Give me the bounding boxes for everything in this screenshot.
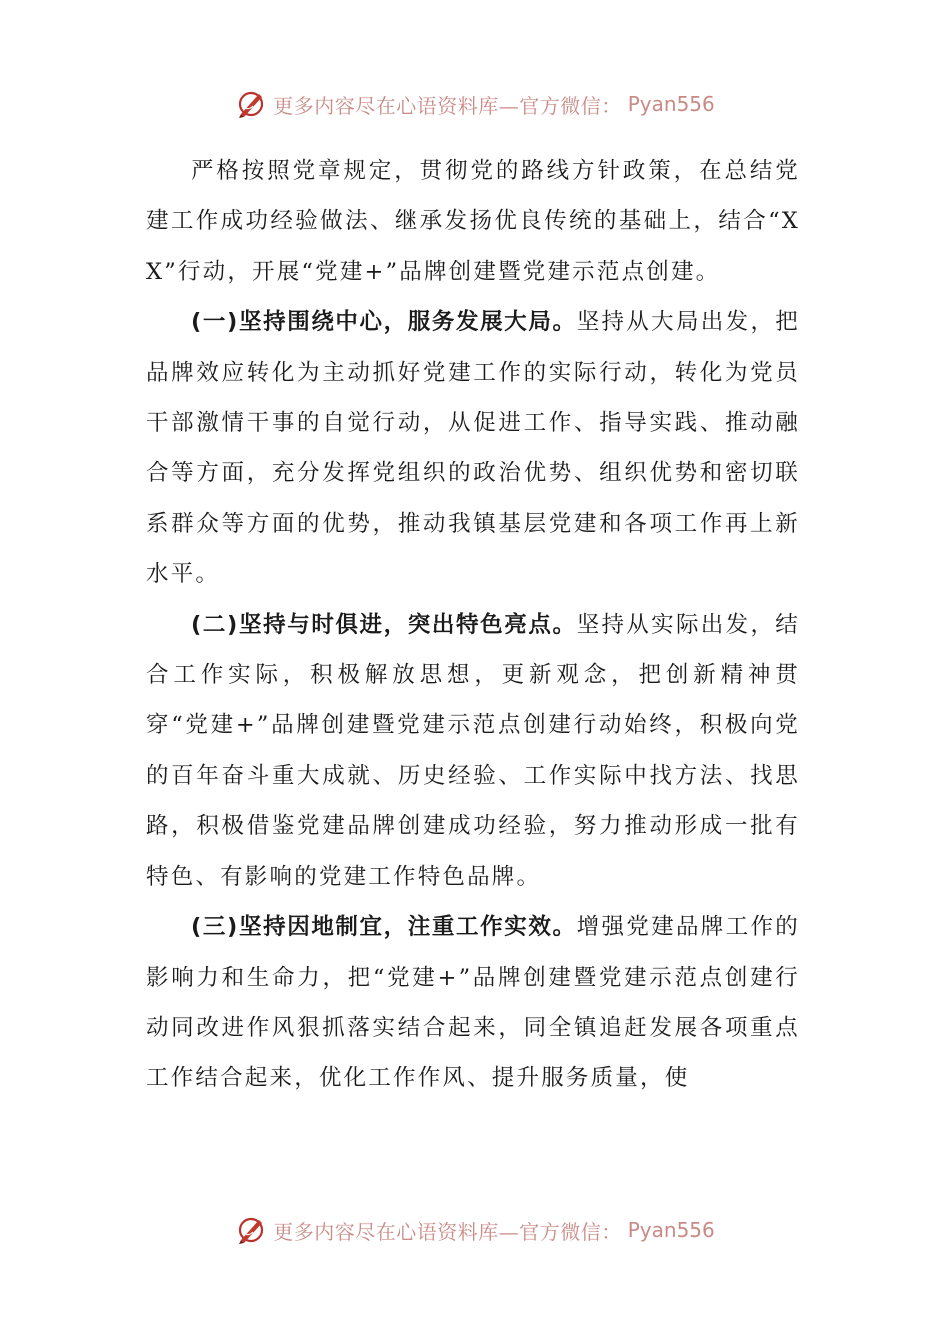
pen-logo-icon — [235, 88, 267, 120]
paragraph-text: 增强党建品牌工作的影响力和生命力，把“党建+”品牌创建暨党建示范点创建行动同改进作风狠抓落实结合起来，同全镇追赶发展各项重点工作结合起来，优化工作作风、提升服务质量，使 — [146, 914, 800, 1092]
section-heading: (二)坚持与时俱进，突出特色亮点。 — [191, 611, 577, 638]
header-watermark — [0, 84, 950, 124]
paragraph-section-2 — [146, 600, 800, 902]
paragraph-section-3 — [146, 902, 800, 1104]
document-body — [146, 146, 800, 1104]
section-heading: (一)坚持围绕中心，服务发展大局。 — [191, 309, 577, 336]
paragraph-intro — [146, 146, 800, 297]
watermark-wechat-id: Pyan556 — [627, 1218, 715, 1242]
paragraph-text: 严格按照党章规定，贯彻党的路线方针政策，在总结党建工作成功经验做法、继承发扬优良传统的基础上，结合“XX”行动，开展“党建+”品牌创建暨党建示范点创建。 — [146, 158, 800, 285]
paragraph-text: 坚持从实际出发，结合工作实际，积极解放思想，更新观念，把创新精神贯穿“党建+”品牌创建暨党建示范点创建行动始终，积极向党的百年奋斗重大成就、历史经验、工作实际中找方法、找思路，积极借鉴党建品牌创建成功经验，努力推动形成一批有特色、有影响的党建工作特色品牌。 — [146, 611, 800, 890]
watermark-text: 更多内容尽在心语资料库—官方微信： — [273, 93, 622, 118]
section-heading: (三)坚持因地制宜，注重工作实效。 — [191, 914, 577, 941]
paragraph-text: 坚持从大局出发，把品牌效应转化为主动抓好党建工作的实际行动，转化为党员干部激情干事的自觉行动，从促进工作、指导实践、推动融合等方面，充分发挥党组织的政治优势、组织优势和密切联系群众等方面的优势，推动我镇基层党建和各项工作再上新水平。 — [146, 309, 800, 588]
watermark-wechat-id: Pyan556 — [627, 92, 715, 116]
watermark-text: 更多内容尽在心语资料库—官方微信： — [273, 1219, 622, 1244]
footer-watermark — [0, 1210, 950, 1250]
pen-logo-icon — [235, 1214, 267, 1246]
paragraph-section-1 — [146, 297, 800, 599]
